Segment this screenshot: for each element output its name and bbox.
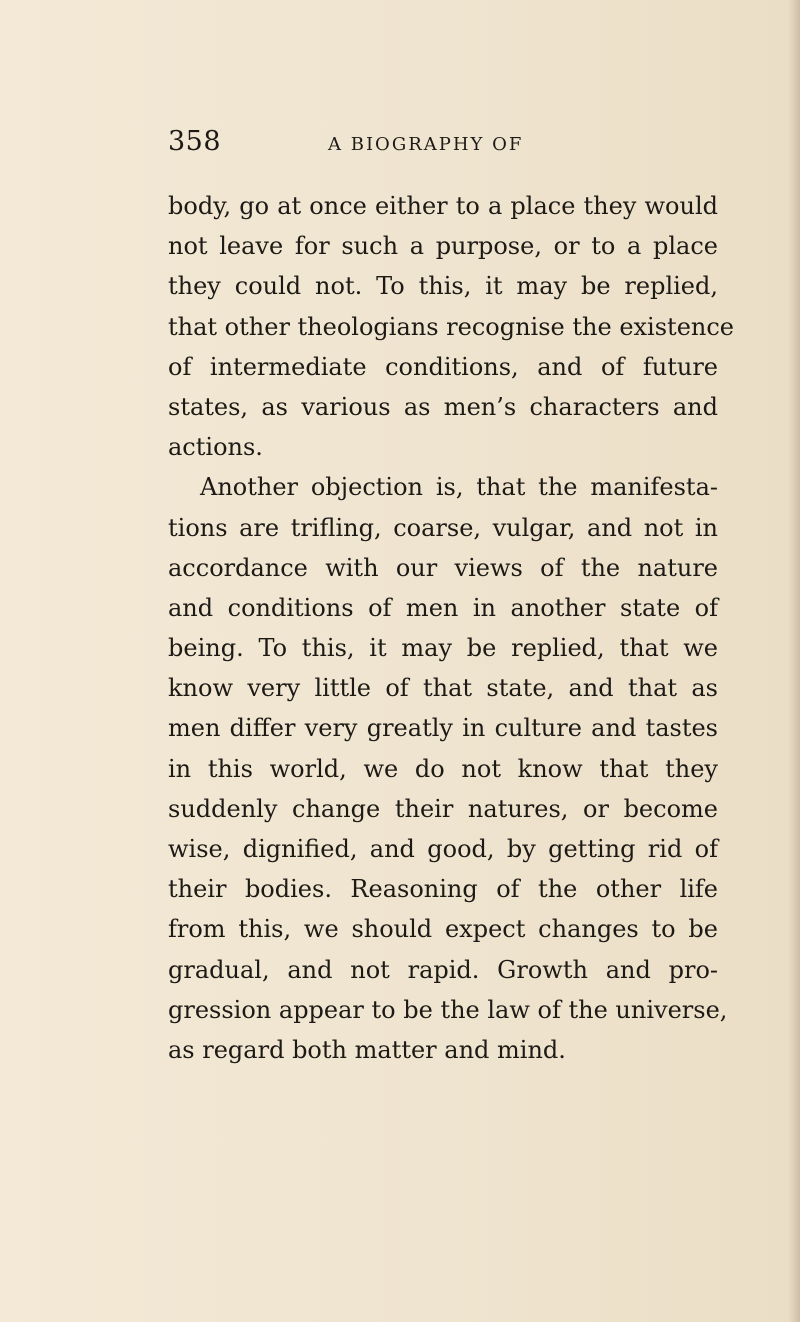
text-line: states, as various as men’s characters and: [168, 392, 718, 421]
text-line: in this world, we do not know that they: [168, 754, 718, 783]
text-line: tions are trifling, coarse, vulgar, and not in: [168, 513, 718, 542]
text-line: suddenly change their natures, or become: [168, 794, 718, 823]
page-header: [168, 126, 728, 166]
text-line: and conditions of men in another state of: [168, 593, 718, 622]
text-line: that other theologians recognise the existence: [168, 312, 734, 341]
text-line: being. To this, it may be replied, that we: [168, 634, 718, 663]
text-line: not leave for such a purpose, or to a place: [168, 232, 718, 261]
paragraph-1: [168, 186, 734, 467]
text-line: they could not. To this, it may be replied,: [168, 272, 718, 301]
text-line: from this, we should expect changes to be: [168, 915, 718, 944]
text-line: wise, dignified, and good, by getting rid of: [168, 835, 718, 863]
running-head: A BIOGRAPHY OF: [328, 134, 524, 155]
body-text: [168, 186, 734, 1070]
text-line: accordance with our views of the nature: [168, 553, 718, 582]
text-line: of intermediate conditions, and of future: [168, 352, 718, 381]
text-line: their bodies. Reasoning of the other life: [168, 875, 718, 904]
page-number: 358: [168, 126, 222, 157]
text-line: Another objection is, that the manifesta-: [200, 473, 718, 502]
page-edge-shadow: [788, 0, 800, 1322]
text-line: men differ very greatly in culture and tastes: [168, 714, 718, 743]
text-line: gradual, and not rapid. Growth and pro-: [168, 955, 718, 984]
text-line: actions.: [168, 433, 263, 462]
paragraph-2: [168, 467, 728, 1070]
text-line: as regard both matter and mind.: [168, 1035, 566, 1064]
text-line: know very little of that state, and that as: [168, 674, 718, 703]
text-line: gression appear to be the law of the universe,: [168, 995, 728, 1024]
text-line: body, go at once either to a place they would: [168, 192, 718, 220]
